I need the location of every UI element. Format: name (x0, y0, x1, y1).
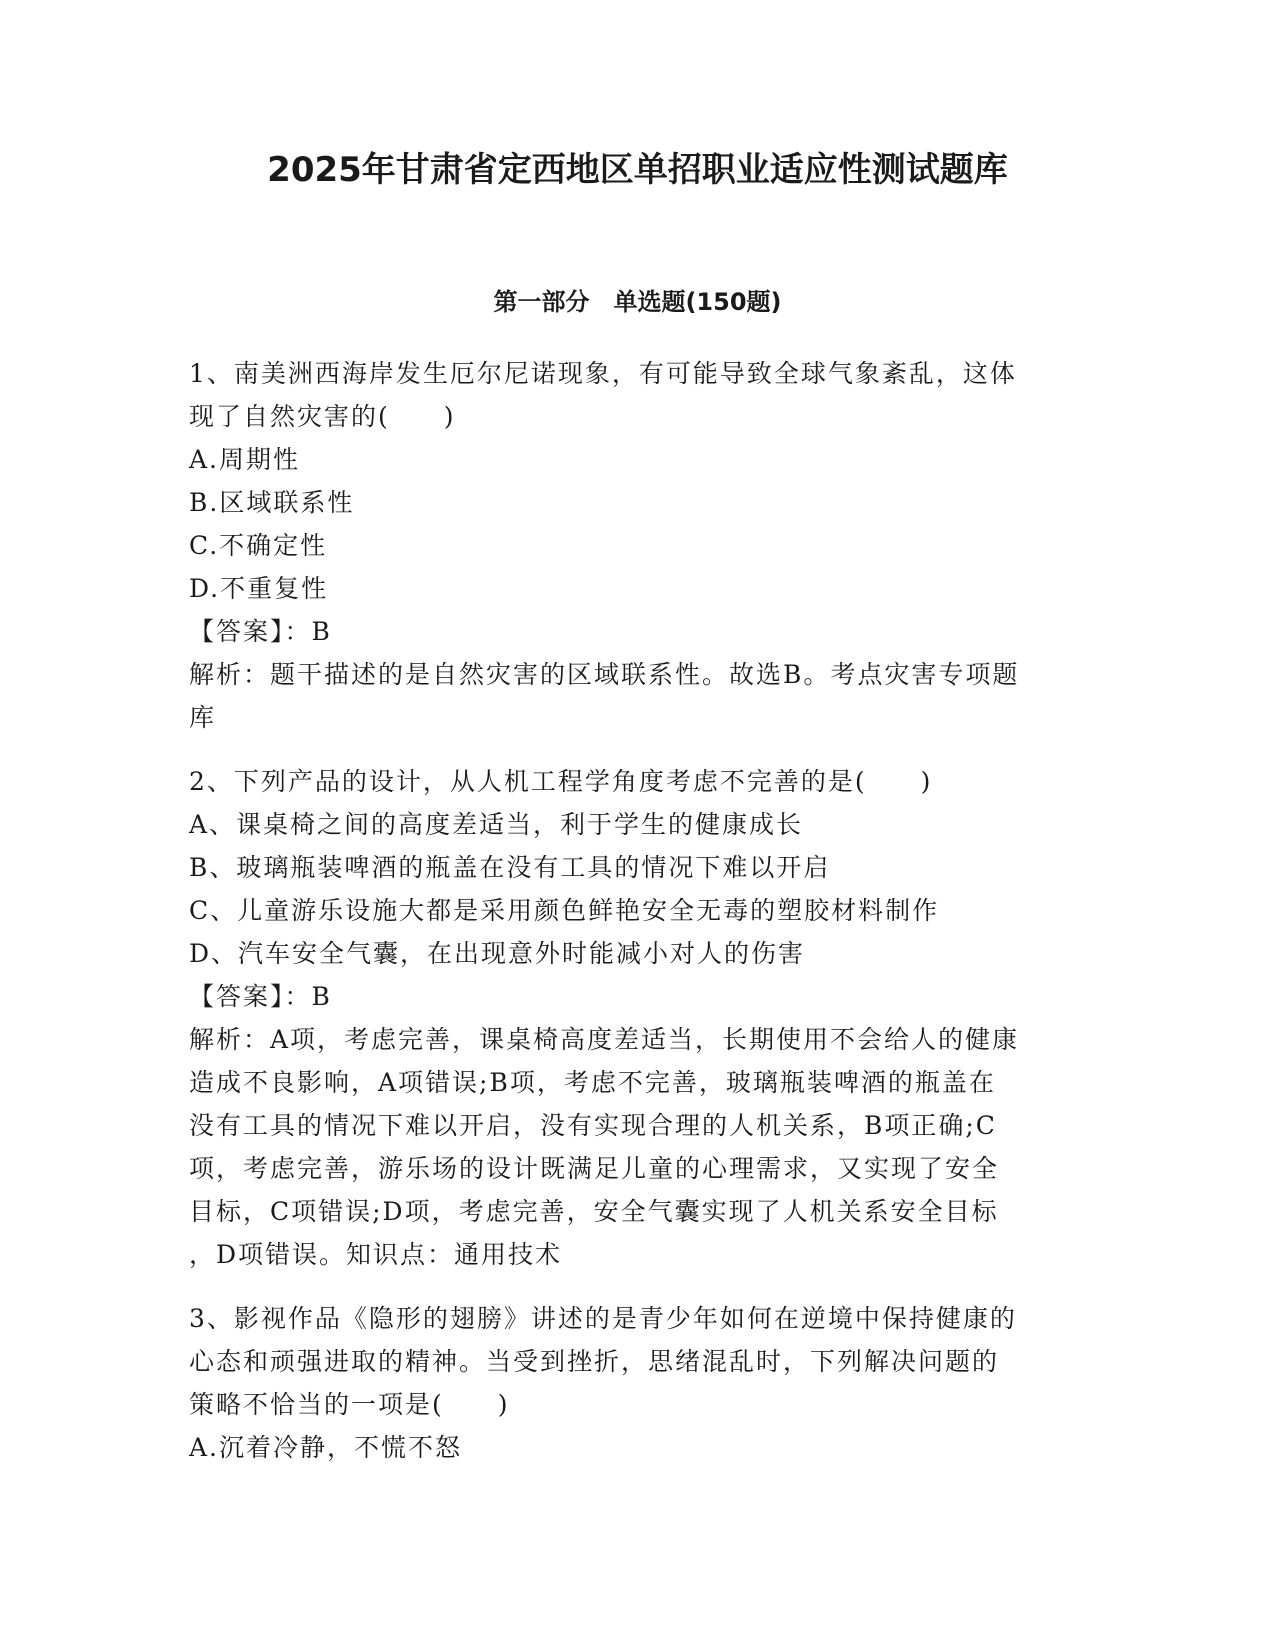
option-d: D、汽车安全气囊，在出现意外时能减小对人的伤害 (189, 939, 806, 968)
option-a: A.周期性 (189, 445, 301, 474)
analysis-line: 造成不良影响，A项错误;B项，考虑不完善，玻璃瓶装啤酒的瓶盖在 (189, 1068, 996, 1097)
question-stem-line: 心态和顽强进取的精神。当受到挫折，思绪混乱时，下列解决问题的 (189, 1347, 1000, 1376)
option-c: C.不确定性 (189, 531, 328, 560)
analysis-line: ，D项错误。知识点：通用技术 (189, 1240, 563, 1269)
analysis-line: 解析：题干描述的是自然灾害的区域联系性。故选B。考点灾害专项题 (189, 660, 1020, 689)
option-b: B、玻璃瓶装啤酒的瓶盖在没有工具的情况下难以开启 (189, 853, 831, 882)
option-c: C、儿童游乐设施大都是采用颜色鲜艳安全无毒的塑胶材料制作 (189, 896, 940, 925)
question-3 (189, 1297, 1089, 1469)
option-a: A、课桌椅之间的高度差适当，利于学生的健康成长 (189, 810, 804, 839)
answer: 【答案】：B (189, 982, 332, 1011)
question-spacer (189, 1276, 1089, 1297)
analysis-line: 项，考虑完善，游乐场的设计既满足儿童的心理需求，又实现了安全 (189, 1154, 1000, 1183)
analysis-line: 解析：A项，考虑完善，课桌椅高度差适当，长期使用不会给人的健康 (189, 1025, 1020, 1054)
document-title: 2025年甘肃省定西地区单招职业适应性测试题库 (267, 150, 1008, 190)
question-stem-line: 策略不恰当的一项是( ) (189, 1390, 510, 1419)
section-title: 第一部分 单选题(150题) (493, 288, 782, 316)
document-body (189, 352, 1089, 1469)
option-a: A.沉着冷静，不慌不怒 (189, 1433, 463, 1462)
answer: 【答案】：B (189, 617, 332, 646)
question-2 (189, 760, 1089, 1276)
option-d: D.不重复性 (189, 574, 329, 603)
analysis-line: 没有工具的情况下难以开启，没有实现合理的人机关系，B项正确;C (189, 1111, 997, 1140)
question-spacer (189, 739, 1089, 760)
option-b: B.区域联系性 (189, 488, 355, 517)
analysis-line: 库 (189, 703, 217, 732)
question-stem-line: 现了自然灾害的( ) (189, 402, 456, 431)
question-stem-line: 2、下列产品的设计，从人机工程学角度考虑不完善的是( ) (189, 767, 933, 796)
question-stem-line: 1、南美洲西海岸发生厄尔尼诺现象，有可能导致全球气象紊乱，这体 (189, 359, 1017, 388)
question-1 (189, 352, 1089, 739)
question-stem-line: 3、影视作品《隐形的翅膀》讲述的是青少年如何在逆境中保持健康的 (189, 1304, 1017, 1333)
analysis-line: 目标，C项错误;D项，考虑完善，安全气囊实现了人机关系安全目标 (189, 1197, 999, 1226)
